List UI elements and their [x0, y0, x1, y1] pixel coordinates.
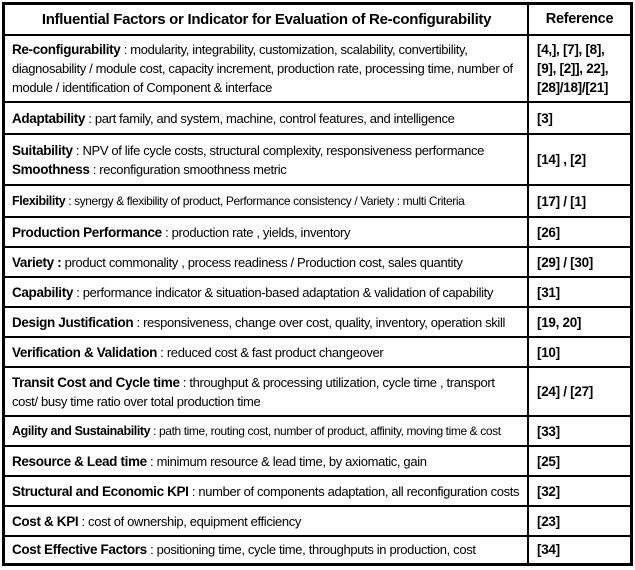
factor-desc: : synergy & flexibility of product, Performance consistency / Variety : multi Criteria — [65, 193, 465, 208]
table-row-design-justification — [5, 306, 630, 336]
factor-name: Transit Cost and Cycle time — [12, 374, 180, 390]
reference-cell: [25] — [537, 453, 560, 469]
factor-line — [12, 109, 521, 128]
table-row-transit-cost-cycle-time — [5, 366, 630, 415]
reference-cell: [19, 20] — [537, 314, 582, 330]
factor-name: Agility and Sustainability — [12, 423, 151, 438]
factor-line — [12, 192, 521, 211]
table-row-cost-kpi — [5, 505, 630, 535]
col-header-factors: Influential Factors or Indicator for Evaluation of Re-configurability — [5, 5, 529, 34]
factor-desc: : throughput & processing utilization, cycle time , transport cost/ busy time ratio over total production time — [12, 374, 495, 409]
reference-cell: [29] / [30] — [537, 254, 593, 270]
reference-cell: [34] — [537, 542, 560, 558]
factor-line — [12, 40, 521, 97]
reference-cell: [4,], [7], [8], [9], [2]], 22], [28]/18]/[21] — [537, 42, 609, 96]
table-row-structural-economic-kpi — [5, 475, 630, 505]
factor-line — [12, 253, 521, 272]
factor-cell — [5, 135, 529, 184]
factor-name: Suitability — [12, 142, 73, 158]
table-row-variety — [5, 246, 630, 276]
reference-cell: [3] — [537, 110, 553, 126]
factor-name: Smoothness — [12, 161, 90, 177]
factor-line — [12, 141, 521, 160]
factor-name: Variety : — [12, 254, 62, 270]
factor-cell — [5, 507, 529, 535]
factor-desc: : responsiveness, change over cost, quality, inventory, operation skill — [133, 314, 506, 330]
factor-line — [12, 512, 521, 531]
factor-desc: : reduced cost & fast product changeover — [157, 344, 384, 360]
factor-desc: : positioning time, cycle time, throughputs in production, cost — [146, 542, 476, 558]
table-row-resource-lead-time — [5, 445, 630, 475]
col-header-reference: Reference — [545, 10, 614, 27]
factor-name: Production Performance — [12, 224, 162, 240]
table-row-adaptability — [5, 101, 630, 133]
reference-cell: [24] / [27] — [537, 384, 593, 400]
factor-cell — [5, 537, 529, 563]
factor-desc: : minimum resource & lead time, by axiomatic, gain — [146, 453, 427, 469]
factor-name: Cost Effective Factors — [12, 542, 147, 558]
table-row-flexibility — [5, 184, 630, 216]
factor-name: Flexibility — [12, 193, 66, 208]
factor-line — [12, 373, 521, 411]
factor-name: Structural and Economic KPI — [12, 483, 189, 499]
reference-cell: [26] — [537, 224, 560, 240]
table-row-agility-sustainability — [5, 415, 630, 445]
factor-name: Re-configurability — [12, 42, 121, 58]
factor-desc: : number of components adaptation, all reconfiguration costs — [188, 483, 520, 499]
factor-line — [12, 343, 521, 362]
factor-desc: : cost of ownership, equipment efficiency — [78, 513, 302, 529]
factor-line — [12, 313, 521, 332]
factor-cell — [5, 218, 529, 246]
factor-cell — [5, 308, 529, 336]
table-row-production-performance — [5, 216, 630, 246]
factor-line — [12, 452, 521, 471]
factor-desc: : part family, and system, machine, control features, and intelligence — [85, 110, 455, 126]
factor-desc: : modularity, integrability, customization, scalability, convertibility, diagnosability / module cost, capacity increment, production rate, processing time, number of module / identification of Component & interface — [12, 42, 513, 96]
table-row-reconfigurability — [5, 34, 630, 102]
factor-line — [12, 283, 521, 302]
table-header-row — [5, 5, 630, 34]
factor-cell — [5, 417, 529, 445]
table-row-capability — [5, 276, 630, 306]
reference-cell: [23] — [537, 513, 560, 529]
factor-cell — [5, 447, 529, 475]
factor-cell — [5, 103, 529, 133]
factor-desc: : NPV of life cycle costs, structural complexity, responsiveness performance — [72, 142, 485, 158]
factor-name: Adaptability — [12, 110, 86, 126]
factor-desc: : performance indicator & situation-based adaptation & validation of capability — [73, 284, 494, 300]
factor-name: Design Justification — [12, 314, 134, 330]
factor-name: Capability — [12, 284, 74, 300]
factor-cell — [5, 477, 529, 505]
factor-line — [12, 540, 521, 559]
factor-name: Cost & KPI — [12, 513, 79, 529]
factor-name: Resource & Lead time — [12, 453, 147, 469]
reference-cell: [17] / [1] — [537, 193, 586, 209]
factor-line — [12, 422, 521, 441]
factor-cell — [5, 248, 529, 276]
factor-cell — [5, 338, 529, 366]
table-row-cost-effective-factors — [5, 535, 630, 563]
factor-cell — [5, 186, 529, 216]
factor-cell — [5, 368, 529, 415]
factor-cell — [5, 36, 529, 102]
factors-table — [2, 2, 633, 566]
factor-desc: : path time, routing cost, number of product, affinity, moving time & cost — [150, 423, 501, 438]
factor-name: Verification & Validation — [12, 344, 158, 360]
reference-cell: [33] — [537, 423, 560, 439]
reference-cell: [31] — [537, 284, 560, 300]
table-row-verification-validation — [5, 336, 630, 366]
factor-line — [12, 223, 521, 242]
factor-desc: : reconfiguration smoothness metric — [89, 161, 287, 177]
table-row-suitability-smoothness — [5, 133, 630, 184]
reference-cell: [32] — [537, 483, 560, 499]
factor-cell — [5, 278, 529, 306]
reference-cell: [14] , [2] — [537, 152, 586, 168]
factor-desc: : production rate , yields, inventory — [161, 224, 351, 240]
factor-line — [12, 482, 521, 501]
reference-cell: [10] — [537, 344, 560, 360]
factor-desc: product commonality , process readiness / Production cost, sales quantity — [61, 254, 463, 270]
factor-line — [12, 160, 521, 179]
